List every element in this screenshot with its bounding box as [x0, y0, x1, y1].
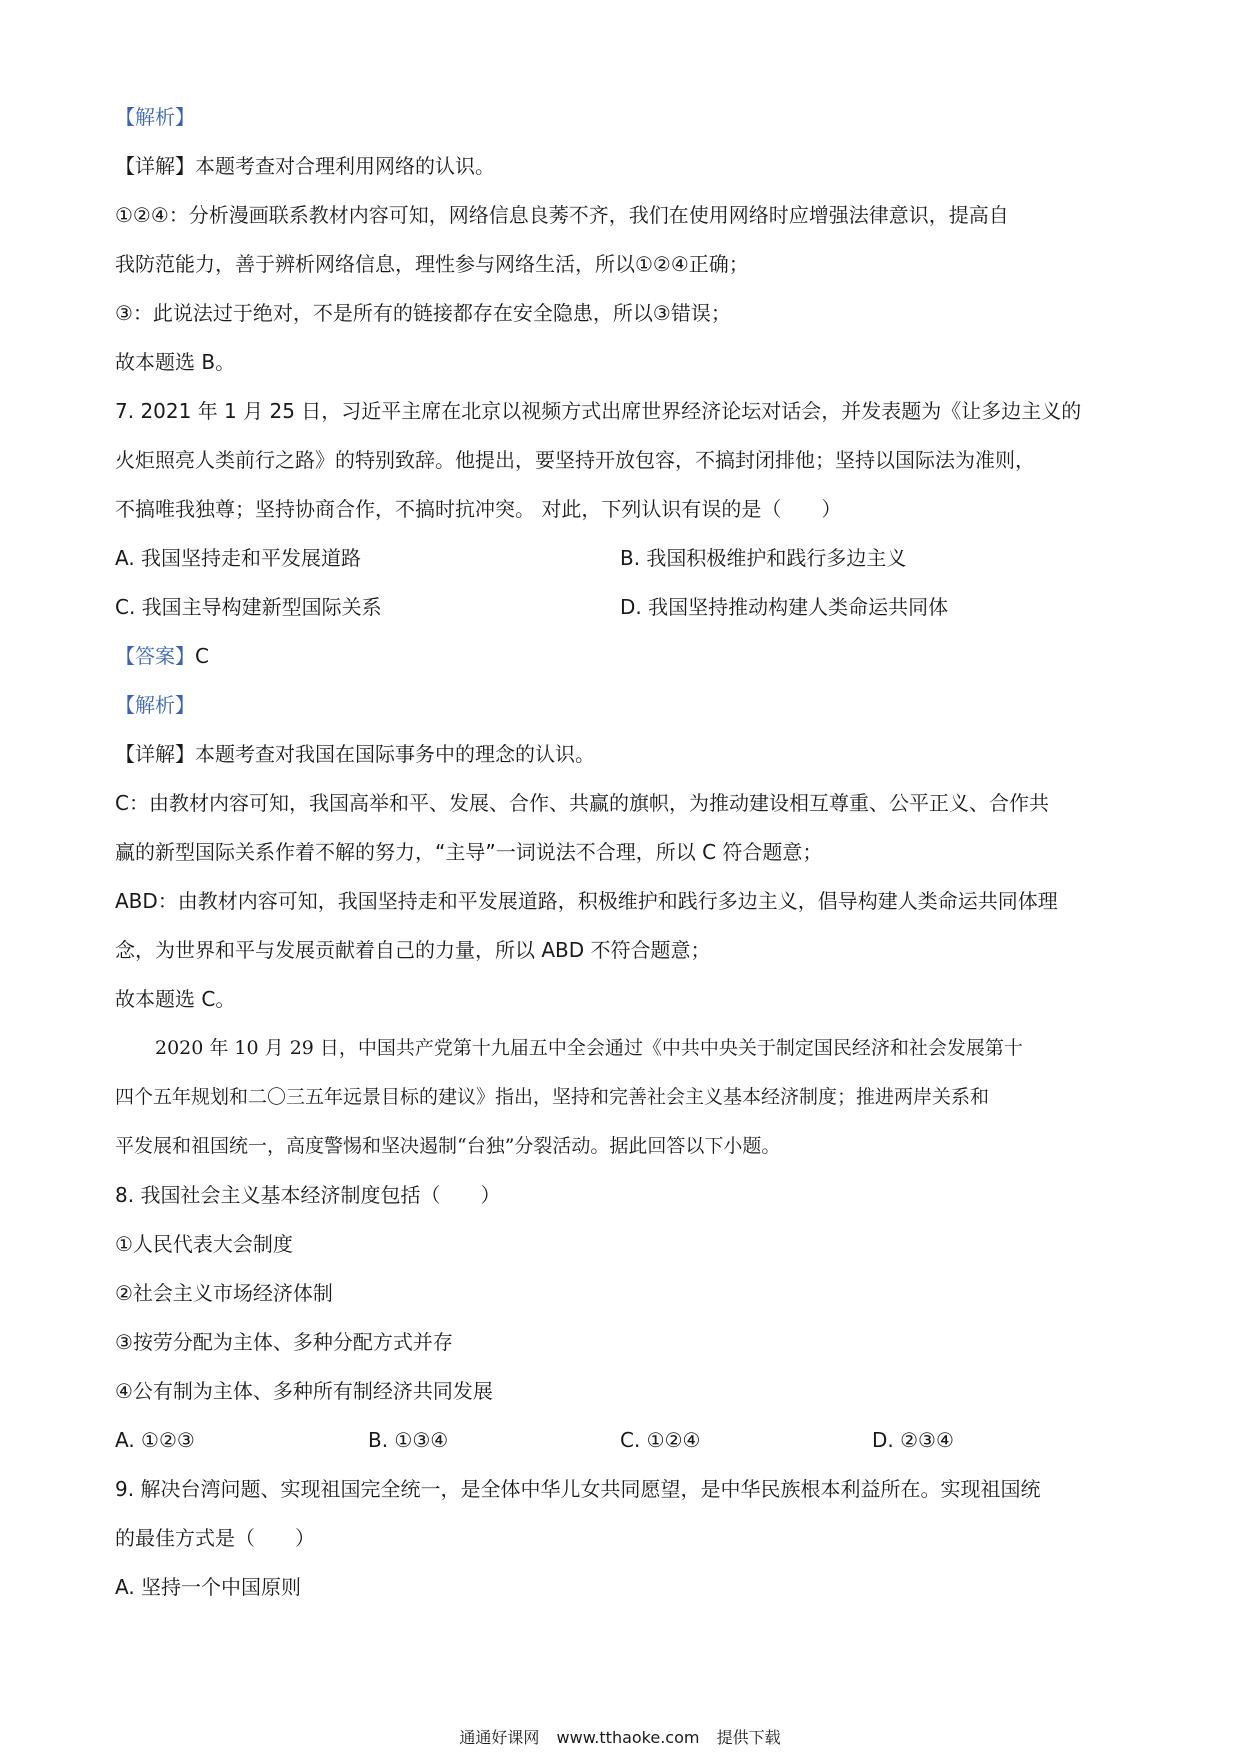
q6-conclusion: 故本题选 B。 — [115, 350, 236, 374]
q7-option-c: C. 我国主导构建新型国际关系 — [115, 595, 382, 619]
page-footer — [0, 1727, 1240, 1749]
q8-option-c: C. ①②④ — [620, 1428, 701, 1452]
q7-analysis-label: 【解析】 — [115, 693, 195, 717]
q7-conclusion: 故本题选 C。 — [115, 987, 236, 1011]
q6-paragraph-2: ③：此说法过于绝对，不是所有的链接都存在安全隐患，所以③错误； — [115, 301, 731, 325]
q8-stem: 8. 我国社会主义基本经济制度包括（ ） — [115, 1183, 501, 1207]
material-line-1: 2020 年 10 月 29 日，中国共产党第十九届五中全会通过《中共中央关于制定国民经济和社会发展第十 — [155, 1037, 1023, 1059]
q7-c-line-2: 赢的新型国际关系作着不解的努力，“主导”一词说法不合理，所以 C 符合题意； — [115, 840, 823, 864]
q9-stem-line-2: 的最佳方式是（ ） — [115, 1526, 315, 1550]
q7-stem-line-2: 火炬照亮人类前行之路》的特别致辞。他提出，要坚持开放包容，不搞封闭排他；坚持以国际法为准则， — [115, 448, 1035, 472]
material-line-2: 四个五年规划和二〇三五年远景目标的建议》指出，坚持和完善社会主义基本经济制度；推进两岸关系和 — [115, 1086, 990, 1108]
q6-detail: 【详解】本题考查对合理利用网络的认识。 — [115, 154, 495, 178]
q7-answer-value: C — [195, 644, 209, 668]
q7-option-d: D. 我国坚持推动构建人类命运共同体 — [620, 595, 949, 619]
q9-option-a: A. 坚持一个中国原则 — [115, 1575, 302, 1599]
q7-c-line-1: C：由教材内容可知，我国高举和平、发展、合作、共赢的旗帜，为推动建设相互尊重、公平正义、合作共 — [115, 791, 1049, 815]
q7-abd-line-2: 念，为世界和平与发展贡献着自己的力量，所以 ABD 不符合题意； — [115, 938, 711, 962]
q8-item-1: ①人民代表大会制度 — [115, 1232, 293, 1256]
q8-option-d: D. ②③④ — [872, 1428, 954, 1452]
q6-analysis-label: 【解析】 — [115, 105, 195, 129]
footer-site-name: 通通好课网 — [459, 1728, 540, 1747]
q8-item-2: ②社会主义市场经济体制 — [115, 1281, 333, 1305]
q7-answer — [115, 642, 1135, 670]
q9-stem-line-1: 9. 解决台湾问题、实现祖国完全统一，是全体中华儿女共同愿望，是中华民族根本利益所在。实现祖国统 — [115, 1477, 1041, 1501]
q6-paragraph-1-line-2: 我防范能力，善于辨析网络信息，理性参与网络生活，所以①②④正确； — [115, 252, 749, 276]
q8-item-4: ④公有制为主体、多种所有制经济共同发展 — [115, 1379, 493, 1403]
footer-site-url[interactable]: www.tthaoke.com — [556, 1728, 700, 1747]
q6-paragraph-1-line-1: ①②④：分析漫画联系教材内容可知，网络信息良莠不齐，我们在使用网络时应增强法律意识，提高自 — [115, 203, 1009, 227]
q7-detail: 【详解】本题考查对我国在国际事务中的理念的认识。 — [115, 742, 595, 766]
q7-option-b: B. 我国积极维护和践行多边主义 — [620, 546, 907, 570]
q8-option-b: B. ①③④ — [368, 1428, 449, 1452]
q7-answer-label: 【答案】 — [115, 644, 195, 668]
q7-option-a: A. 我国坚持走和平发展道路 — [115, 546, 362, 570]
q7-stem-line-3: 不搞唯我独尊；坚持协商合作，不搞时抗冲突。 对此，下列认识有误的是（ ） — [115, 497, 842, 521]
q8-option-a: A. ①②③ — [115, 1428, 195, 1452]
material-line-3: 平发展和祖国统一，高度警惕和坚决遏制“台独”分裂活动。据此回答以下小题。 — [115, 1135, 781, 1157]
q7-stem-line-1: 7. 2021 年 1 月 25 日，习近平主席在北京以视频方式出席世界经济论坛对话会，并发表题为《让多边主义的 — [115, 399, 1082, 423]
footer-provide: 提供下载 — [716, 1728, 781, 1747]
q8-item-3: ③按劳分配为主体、多种分配方式并存 — [115, 1330, 453, 1354]
q7-abd-line-1: ABD：由教材内容可知，我国坚持走和平发展道路，积极维护和践行多边主义，倡导构建人类命运共同体理 — [115, 889, 1058, 913]
